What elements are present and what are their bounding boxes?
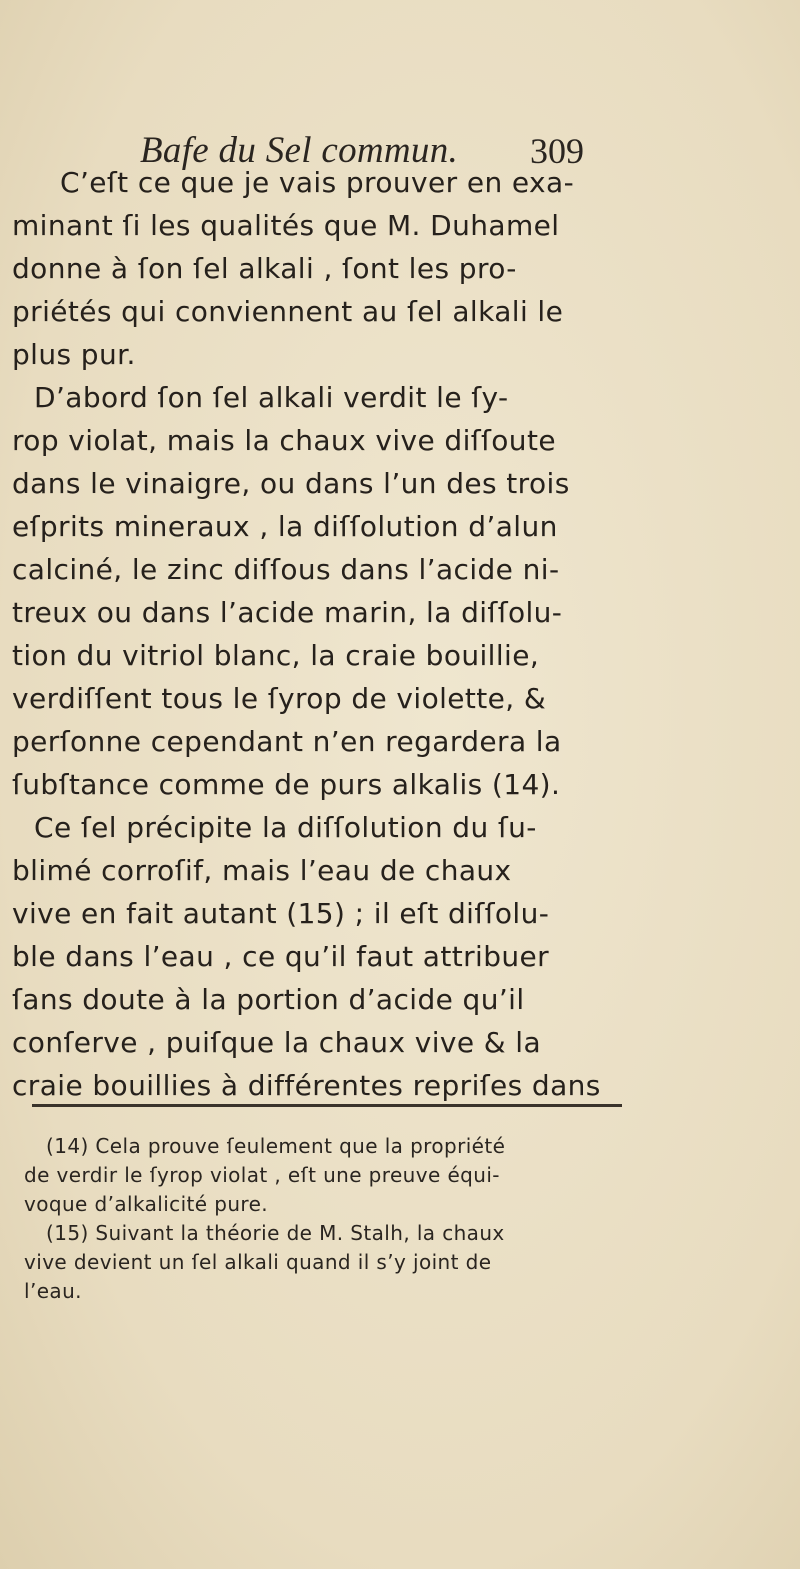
footnote-line: (14) Cela prouve ſeulement que la propriété — [46, 1134, 506, 1158]
text-line: rop violat, mais la chaux vive diſſoute — [12, 424, 556, 457]
text-line: minant ſi les qualités que M. Duhamel — [12, 209, 560, 242]
page-number: 309 — [530, 131, 584, 171]
text-line: calciné, le zinc diſſous dans l’acide ni- — [12, 553, 560, 586]
text-line: verdiſſent tous le ſyrop de violette, & — [12, 682, 547, 715]
text-line: ſubſtance comme de purs alkalis (14). — [12, 768, 561, 801]
footnote-line: vive devient un ſel alkali quand il s’y joint de — [24, 1250, 492, 1274]
text-line: C’eſt ce que je vais prouver en exa- — [60, 166, 575, 199]
text-line: eſprits mineraux , la diſſolution d’alun — [12, 510, 558, 543]
text-line: ble dans l’eau , ce qu’il faut attribuer — [12, 940, 550, 973]
text-line: vive en fait autant (15) ; il eſt diſſolu- — [12, 897, 550, 930]
text-line: tion du vitriol blanc, la craie bouillie, — [12, 639, 540, 672]
footnote-divider — [32, 1104, 622, 1107]
text-line: Ce ſel précipite la diſſolution du ſu- — [34, 811, 537, 844]
text-line: perſonne cependant n’en regardera la — [12, 725, 562, 758]
text-line: priétés qui conviennent au ſel alkali le — [12, 295, 564, 328]
footnote-line: voque d’alkalicité pure. — [24, 1192, 269, 1216]
footnote-line: (15) Suivant la théorie de M. Stalh, la chaux — [46, 1221, 505, 1245]
text-line: plus pur. — [12, 338, 136, 371]
text-line: treux ou dans l’acide marin, la diſſolu- — [12, 596, 563, 629]
footnote-line: de verdir le ſyrop violat , eſt une preuve équi- — [24, 1163, 500, 1187]
text-line: D’abord ſon ſel alkali verdit le ſy- — [34, 381, 509, 414]
running-head: Bafe du Sel commun. — [140, 130, 459, 171]
text-line: dans le vinaigre, ou dans l’un des trois — [12, 467, 570, 500]
footnote-line: l’eau. — [24, 1279, 82, 1303]
text-line: conſerve , puiſque la chaux vive & la — [12, 1026, 542, 1059]
text-line: ſans doute à la portion d’acide qu’il — [12, 983, 525, 1016]
text-line: blimé corroſif, mais l’eau de chaux — [12, 854, 512, 887]
text-line: donne à ſon ſel alkali , ſont les pro- — [12, 252, 517, 285]
text-line: craie bouillies à différentes repriſes dans — [12, 1069, 601, 1102]
